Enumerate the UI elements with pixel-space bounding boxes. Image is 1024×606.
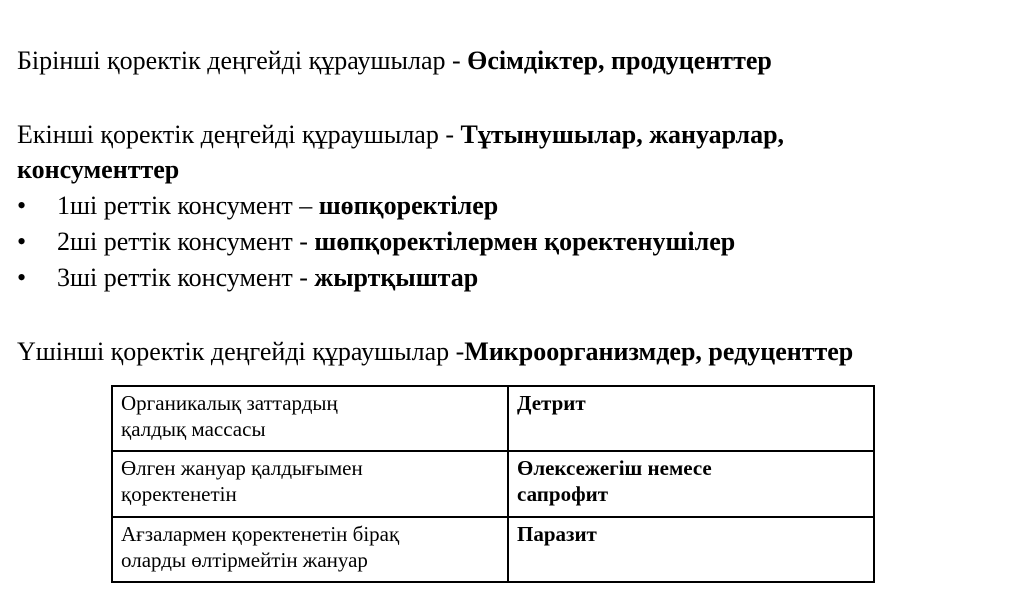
consumer-bullet-3: •	[17, 263, 27, 292]
table-cell-term	[508, 386, 874, 451]
consumer-bullet-2: •	[17, 227, 27, 256]
level2-value-continued: консументтер	[17, 155, 180, 184]
term-line: Паразит	[517, 522, 597, 546]
consumer-value: шөпқоректілер	[318, 191, 499, 220]
term-line: Детрит	[517, 391, 586, 415]
consumer-value: жыртқыштар	[314, 263, 479, 292]
level1-label: Бірінші қоректік деңгейді құраушылар -	[17, 46, 468, 75]
consumer-value: шөпқоректілермен қоректенушілер	[314, 227, 736, 256]
description-line: Ағзалармен қоректенетін бірақ	[121, 522, 400, 546]
level2-value: Тұтынушылар, жануарлар,	[460, 120, 785, 149]
description-line: Органикалық заттардың	[121, 391, 338, 415]
table-cell-description	[112, 386, 508, 451]
consumer-item-2	[57, 226, 735, 258]
level3-value: Микроорганизмдер, редуценттер	[464, 337, 854, 366]
table-cell-term	[508, 517, 874, 582]
level3-label: Үшінші қоректік деңгейді құраушылар -	[17, 337, 465, 366]
consumer-label: 1ші реттік консумент –	[57, 191, 319, 220]
level2-line	[17, 119, 784, 151]
table-row	[112, 451, 874, 517]
description-line: оларды өлтірмейтін жануар	[121, 548, 368, 572]
description-line: қалдық массасы	[121, 417, 266, 441]
table-row	[112, 517, 874, 582]
level2-label: Екінші қоректік деңгейді құраушылар -	[17, 120, 461, 149]
decomposer-table	[111, 385, 875, 583]
consumer-label: 3ші реттік консумент -	[57, 263, 315, 292]
table-cell-term	[508, 451, 874, 517]
term-line: сапрофит	[517, 482, 609, 506]
consumer-item-1	[57, 190, 498, 222]
term-line: Өлексежегіш немесе	[517, 456, 712, 480]
level1-value: Өсімдіктер, продуценттер	[467, 46, 772, 75]
description-line: Өлген жануар қалдығымен	[121, 456, 363, 480]
table-cell-description	[112, 451, 508, 517]
description-line: қоректенетін	[121, 482, 237, 506]
consumer-item-3	[57, 262, 478, 294]
consumer-bullet-1: •	[17, 191, 27, 220]
consumer-label: 2ші реттік консумент -	[57, 227, 315, 256]
level3-line	[17, 336, 853, 368]
table-cell-description	[112, 517, 508, 582]
level1-line	[17, 45, 772, 77]
table-row	[112, 386, 874, 451]
level2-line-continued	[17, 154, 179, 186]
